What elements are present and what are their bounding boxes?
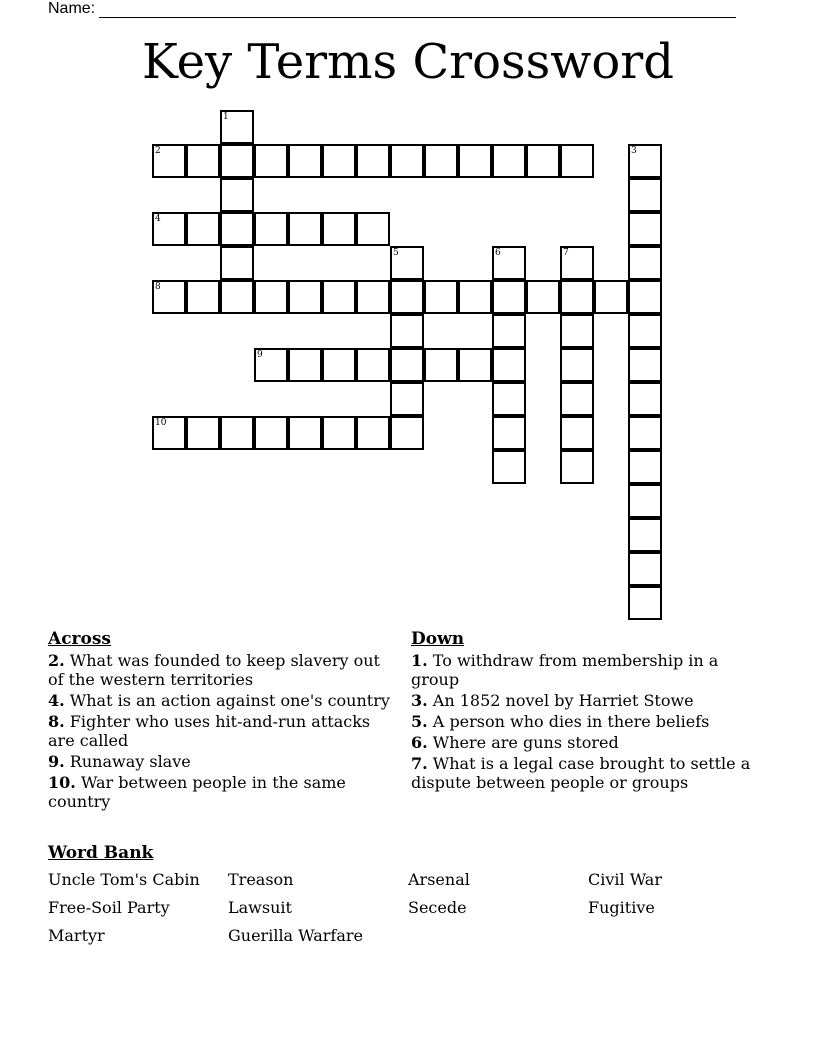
clue-text: What is an action against one's country <box>69 691 390 710</box>
grid-cell[interactable] <box>186 144 220 178</box>
grid-cell[interactable] <box>356 348 390 382</box>
grid-cell[interactable] <box>220 212 254 246</box>
grid-cell[interactable] <box>424 144 458 178</box>
grid-cell[interactable] <box>526 280 560 314</box>
clue-number-label: 4 <box>155 214 161 224</box>
clue-number: 10. <box>48 773 76 792</box>
clue-number: 1. <box>411 651 428 670</box>
grid-cell[interactable] <box>526 144 560 178</box>
grid-cell[interactable] <box>288 416 322 450</box>
clue-text: Where are guns stored <box>432 733 619 752</box>
clue-across-4 <box>48 691 393 710</box>
clue-number: 5. <box>411 712 428 731</box>
clue-down-6 <box>411 733 756 752</box>
grid-cell[interactable] <box>628 212 662 246</box>
clue-number-label: 6 <box>495 248 501 258</box>
grid-cell[interactable] <box>322 144 356 178</box>
clue-number-label: 9 <box>257 350 263 360</box>
clue-down-3 <box>411 691 756 710</box>
clue-down-5 <box>411 712 756 731</box>
grid-cell[interactable] <box>152 280 186 314</box>
clue-number: 3. <box>411 691 428 710</box>
grid-cell[interactable] <box>288 280 322 314</box>
clue-across-2 <box>48 651 393 689</box>
clue-number: 7. <box>411 754 428 773</box>
grid-cell[interactable] <box>560 144 594 178</box>
across-heading: Across <box>48 629 111 649</box>
clue-number-label: 5 <box>393 248 399 258</box>
grid-cell[interactable] <box>390 348 424 382</box>
grid-cell[interactable] <box>152 144 186 178</box>
clue-number: 2. <box>48 651 65 670</box>
grid-cell[interactable] <box>628 586 662 620</box>
grid-cell[interactable] <box>220 178 254 212</box>
grid-cell[interactable] <box>424 280 458 314</box>
grid-cell[interactable] <box>186 416 220 450</box>
grid-cell[interactable] <box>628 552 662 586</box>
grid-cell[interactable] <box>628 178 662 212</box>
clue-text: War between people in the same country <box>48 773 346 811</box>
grid-cell[interactable] <box>458 280 492 314</box>
grid-cell[interactable] <box>390 314 424 348</box>
grid-cell[interactable] <box>390 280 424 314</box>
clue-text: An 1852 novel by Harriet Stowe <box>432 691 694 710</box>
grid-cell[interactable] <box>492 348 526 382</box>
grid-cell[interactable] <box>458 348 492 382</box>
clue-number-label: 2 <box>155 146 161 156</box>
grid-cell[interactable] <box>628 382 662 416</box>
grid-cell[interactable] <box>628 314 662 348</box>
grid-cell[interactable] <box>492 382 526 416</box>
word-bank-item: Fugitive <box>588 898 655 917</box>
grid-cell[interactable] <box>628 246 662 280</box>
clue-number-label: 10 <box>155 418 167 428</box>
grid-cell[interactable] <box>322 212 356 246</box>
down-heading: Down <box>411 629 465 649</box>
clue-text: What was founded to keep slavery out of the western territories <box>48 651 380 689</box>
clue-text: What is a legal case brought to settle a dispute between people or groups <box>411 754 751 792</box>
clue-across-10 <box>48 773 393 811</box>
grid-cell[interactable] <box>492 246 526 280</box>
clue-number-label: 8 <box>155 282 161 292</box>
grid-cell[interactable] <box>628 144 662 178</box>
grid-cell[interactable] <box>152 212 186 246</box>
across-clues <box>48 628 393 813</box>
grid-cell[interactable] <box>220 144 254 178</box>
grid-cell[interactable] <box>220 280 254 314</box>
grid-cell[interactable] <box>628 416 662 450</box>
down-clues <box>411 628 756 794</box>
page-title: Key Terms Crossword <box>142 34 674 90</box>
word-bank-heading: Word Bank <box>48 843 154 863</box>
grid-cell[interactable] <box>628 280 662 314</box>
name-label: Name: <box>48 0 96 17</box>
grid-cell[interactable] <box>390 382 424 416</box>
clue-text: To withdraw from membership in a group <box>411 651 719 689</box>
grid-cell[interactable] <box>186 212 220 246</box>
grid-cell[interactable] <box>288 144 322 178</box>
grid-cell[interactable] <box>628 450 662 484</box>
word-bank-item: Free-Soil Party <box>48 898 170 917</box>
word-bank-list <box>48 870 768 954</box>
grid-cell[interactable] <box>628 484 662 518</box>
grid-cell[interactable] <box>186 280 220 314</box>
grid-cell[interactable] <box>492 450 526 484</box>
grid-cell[interactable] <box>560 416 594 450</box>
word-bank-item: Civil War <box>588 870 662 889</box>
grid-cell[interactable] <box>220 246 254 280</box>
grid-cell[interactable] <box>594 280 628 314</box>
grid-cell[interactable] <box>254 212 288 246</box>
clue-down-1 <box>411 651 756 689</box>
grid-cell[interactable] <box>356 212 390 246</box>
word-bank-item: Uncle Tom's Cabin <box>48 870 200 889</box>
grid-cell[interactable] <box>220 110 254 144</box>
grid-cell[interactable] <box>424 348 458 382</box>
grid-cell[interactable] <box>390 144 424 178</box>
grid-cell[interactable] <box>560 450 594 484</box>
grid-cell[interactable] <box>628 348 662 382</box>
grid-cell[interactable] <box>492 144 526 178</box>
grid-cell[interactable] <box>628 518 662 552</box>
grid-cell[interactable] <box>356 144 390 178</box>
word-bank-item: Martyr <box>48 926 105 945</box>
word-bank-item: Lawsuit <box>228 898 292 917</box>
grid-cell[interactable] <box>560 348 594 382</box>
grid-cell[interactable] <box>390 246 424 280</box>
grid-cell[interactable] <box>322 348 356 382</box>
clue-text: A person who dies in there beliefs <box>432 712 710 731</box>
grid-cell[interactable] <box>390 416 424 450</box>
clue-text: Runaway slave <box>69 752 191 771</box>
clue-number: 4. <box>48 691 65 710</box>
clue-across-8 <box>48 712 393 750</box>
word-bank-item: Arsenal <box>408 870 470 889</box>
grid-cell[interactable] <box>254 348 288 382</box>
grid-cell[interactable] <box>492 280 526 314</box>
grid-cell[interactable] <box>458 144 492 178</box>
clue-text: Fighter who uses hit-and-run attacks are called <box>48 712 371 750</box>
grid-cell[interactable] <box>356 280 390 314</box>
clue-down-7 <box>411 754 756 792</box>
grid-cell[interactable] <box>560 280 594 314</box>
grid-cell[interactable] <box>560 246 594 280</box>
clue-number: 8. <box>48 712 65 731</box>
clue-number: 6. <box>411 733 428 752</box>
clue-number-label: 3 <box>631 146 637 156</box>
grid-cell[interactable] <box>254 144 288 178</box>
grid-cell[interactable] <box>220 416 254 450</box>
grid-cell[interactable] <box>288 212 322 246</box>
grid-cell[interactable] <box>560 382 594 416</box>
grid-cell[interactable] <box>560 314 594 348</box>
word-bank-item: Secede <box>408 898 467 917</box>
grid-cell[interactable] <box>356 416 390 450</box>
grid-cell[interactable] <box>322 416 356 450</box>
grid-cell[interactable] <box>288 348 322 382</box>
clue-number-label: 1 <box>223 112 229 122</box>
word-bank <box>48 842 768 954</box>
grid-cell[interactable] <box>492 314 526 348</box>
word-bank-item: Treason <box>228 870 294 889</box>
word-bank-item: Guerilla Warfare <box>228 926 363 945</box>
clue-number-label: 7 <box>563 248 569 258</box>
clue-number: 9. <box>48 752 65 771</box>
grid-cell[interactable] <box>492 416 526 450</box>
grid-cell[interactable] <box>152 416 186 450</box>
grid-cell[interactable] <box>322 280 356 314</box>
clue-across-9 <box>48 752 393 771</box>
grid-cell[interactable] <box>254 416 288 450</box>
grid-cell[interactable] <box>254 280 288 314</box>
